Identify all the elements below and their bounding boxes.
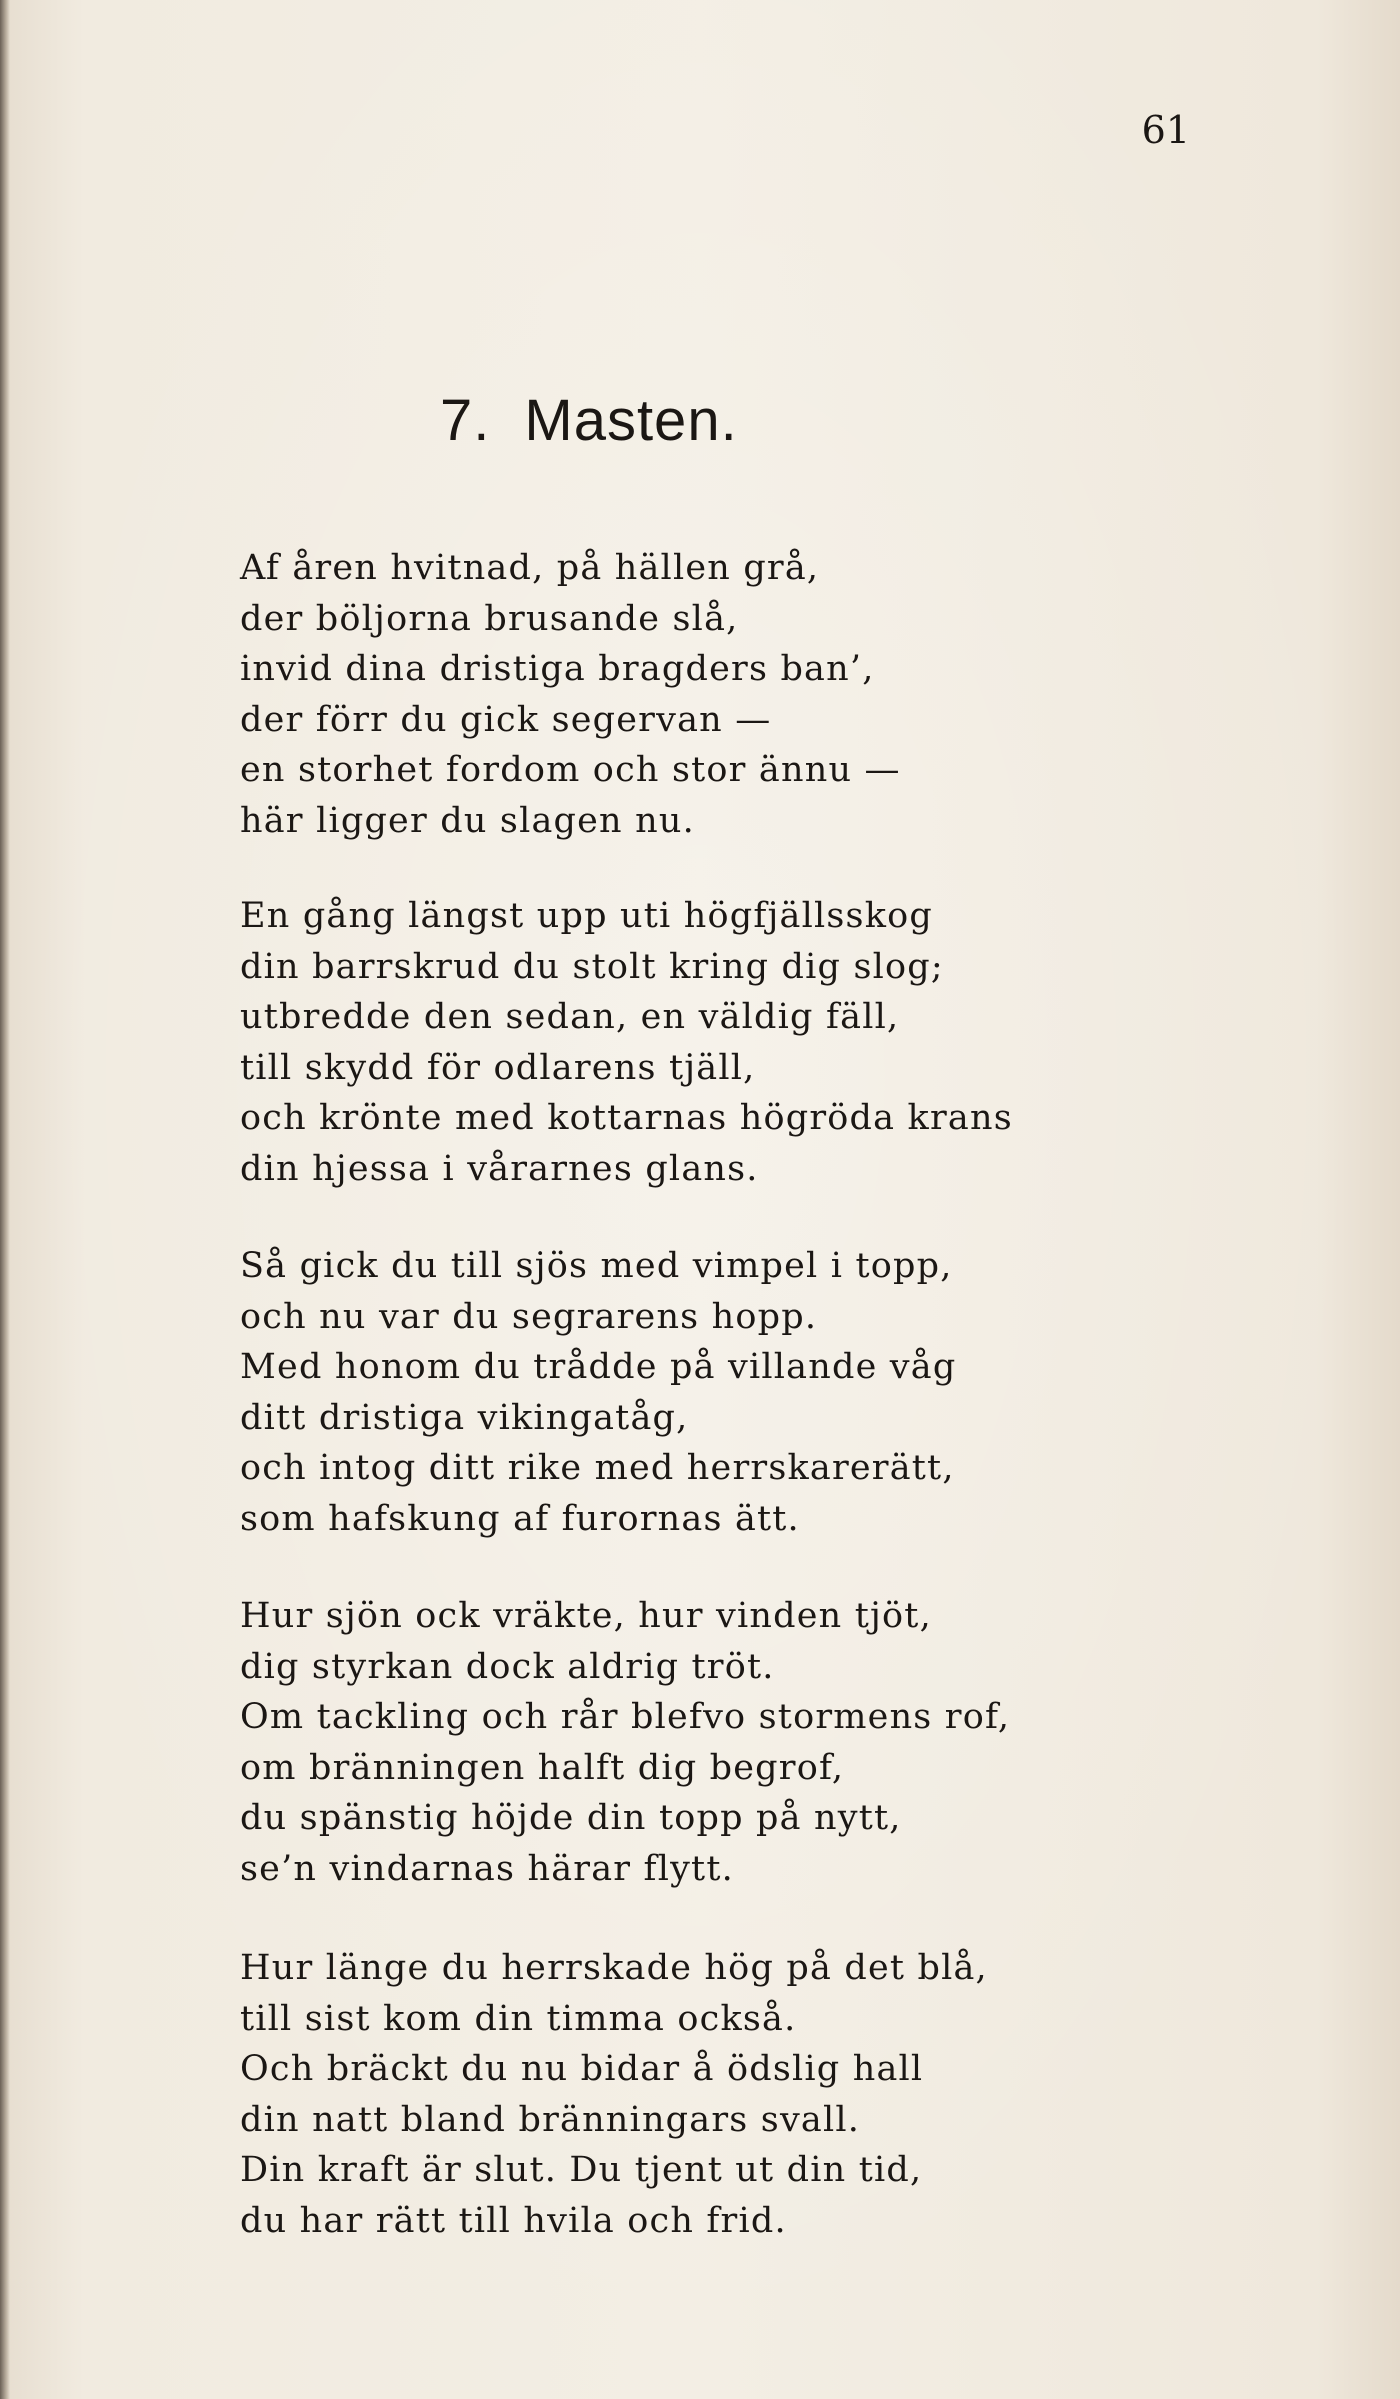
poem-line: din natt bland bränningars svall. [240, 2099, 861, 2140]
poem-line: utbredde den sedan, en väldig fäll, [240, 997, 900, 1037]
poem-line: om bränningen halft dig begrof, [240, 1747, 845, 1788]
poem-line: Af åren hvitnad, på hällen grå, [240, 548, 820, 588]
poem-line: som hafskung af furornas ätt. [240, 1498, 800, 1539]
poem-line: din hjessa i vårarnes glans. [240, 1148, 759, 1189]
stanza-3 [240, 1241, 1280, 1544]
stanza-5 [240, 1943, 1280, 2246]
poem-line: Så gick du till sjös med vimpel i topp, [240, 1246, 953, 1286]
poem-line: se’n vindarnas härar flytt. [240, 1848, 734, 1889]
poem-title: Masten. [524, 388, 738, 453]
poem-line: Med honom du trådde på villande våg [240, 1347, 957, 1387]
poem-line: En gång längst upp uti högfjällsskog [240, 896, 934, 936]
poem-line: till sist kom din timma också. [240, 1998, 797, 2039]
poem-line: der förr du gick segervan — [240, 699, 772, 740]
poem-line: der böljorna brusande slå, [240, 598, 739, 639]
poem-line: Din kraft är slut. Du tjent ut din tid, [240, 2150, 923, 2190]
poem-line: du har rätt till hvila och frid. [240, 2200, 787, 2241]
poem-line: du spänstig höjde din topp på nytt, [240, 1798, 902, 1838]
stanza-4 [240, 1591, 1280, 1894]
poem-number: 7. [440, 388, 491, 453]
poem-line: till skydd för odlarens tjäll, [240, 1047, 756, 1088]
poem-line: och intog ditt rike med herrskarerätt, [240, 1448, 955, 1488]
poem-line: och krönte med kottarnas högröda krans [240, 1098, 1013, 1138]
page-binding-edge [0, 0, 10, 2399]
poem-line: en storhet fordom och stor ännu — [240, 750, 901, 790]
page-number: 61 [1141, 108, 1190, 152]
poem-line: Om tackling och rår blefvo stormens rof, [240, 1697, 1011, 1737]
poem-line: Hur sjön ock vräkte, hur vinden tjöt, [240, 1596, 932, 1636]
stanza-1 [240, 543, 1280, 846]
poem-line: invid dina dristiga bragders ban’, [240, 649, 875, 689]
poem-line: din barrskrud du stolt kring dig slog; [240, 946, 944, 987]
poem-line: och nu var du segrarens hopp. [240, 1296, 818, 1337]
poem-line: ditt dristiga vikingatåg, [240, 1397, 689, 1438]
poem-line: dig styrkan dock aldrig tröt. [240, 1646, 775, 1687]
poem-line: Och bräckt du nu bidar å ödslig hall [240, 2049, 924, 2089]
poem-heading [440, 386, 1000, 456]
stanza-2 [240, 891, 1280, 1194]
poem-line: Hur länge du herrskade hög på det blå, [240, 1948, 988, 1988]
poem-line: här ligger du slagen nu. [240, 800, 695, 841]
